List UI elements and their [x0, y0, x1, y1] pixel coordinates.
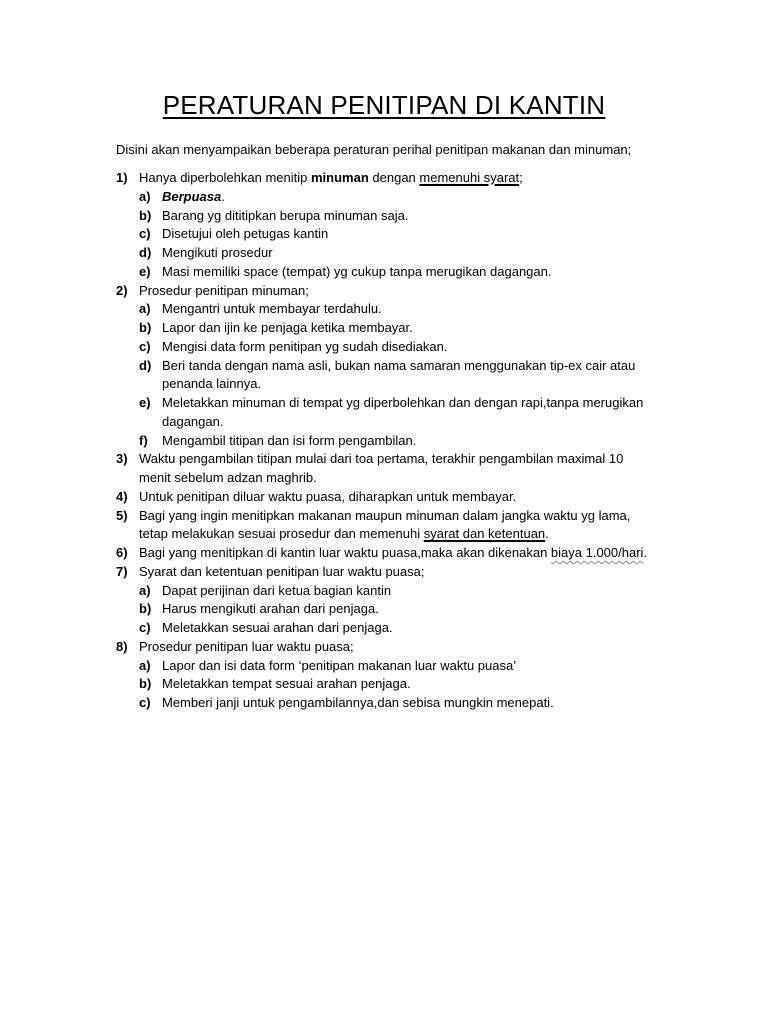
sub-item-text: Memberi janji untuk pengambilannya,dan sebisa mungkin menepati.	[162, 695, 554, 710]
rule-text: Bagi yang menitipkan di kantin luar waktu puasa,maka akan dikenakan biaya 1.000/hari.	[139, 545, 648, 560]
sub-item-text: Mengikuti prosedur	[162, 245, 273, 260]
sub-item-text: Harus mengikuti arahan dari penjaga.	[162, 601, 379, 617]
sub-item	[116, 207, 656, 226]
sub-item-letter: b)	[139, 320, 152, 335]
sub-item-text: Mengantri untuk membayar terdahulu.	[162, 301, 382, 317]
sub-item-text: Beri tanda dengan nama asli, bukan nama samaran menggunakan tip-ex cair atau penanda lainnya.	[162, 357, 636, 392]
sub-item-text: Lapor dan isi data form ‘penitipan makanan luar waktu puasa’	[162, 657, 517, 673]
sub-item-letter: c)	[139, 226, 151, 242]
sub-item-letter: e)	[139, 263, 151, 279]
sub-item	[116, 300, 656, 319]
rule-item	[116, 638, 656, 657]
rule-text: Hanya diperbolehkan menitip minuman dengan memenuhi syarat;	[139, 170, 523, 185]
sub-item-text: Mengisi data form penitipan yg sudah disediakan.	[162, 338, 448, 354]
sub-item-text: Meletakkan minuman di tempat yg diperbolehkan dan dengan rapi,tanpa merugikan dagangan.	[162, 395, 644, 429]
sub-item	[116, 694, 656, 713]
rules-list	[116, 169, 656, 713]
rule-number: 8)	[116, 638, 128, 654]
rule-item	[116, 563, 656, 582]
sub-item	[116, 338, 656, 357]
intro-paragraph: Disini akan menyampaikan beberapa peraturan perihal penitipan makanan dan minuman;	[116, 142, 632, 157]
sub-item-text: Barang yg dititipkan berupa minuman saja.	[162, 207, 409, 223]
sub-item-letter: e)	[139, 395, 151, 410]
rule-text: Waktu pengambilan titipan mulai dari toa pertama, terakhir pengambilan maximal 10 menit sebelum adzan maghrib.	[139, 451, 624, 485]
sub-item-text: Dapat perijinan dari ketua bagian kantin	[162, 582, 392, 598]
rule-item	[116, 282, 656, 301]
rule-number: 7)	[116, 563, 128, 579]
sub-item-letter: a)	[139, 582, 151, 598]
sub-item	[116, 225, 656, 244]
sub-item-text: Meletakkan tempat sesuai arahan penjaga.	[162, 676, 411, 692]
rule-text: Syarat dan ketentuan penitipan luar waktu puasa;	[139, 563, 425, 579]
sub-item-letter: b)	[139, 601, 152, 617]
sub-item	[116, 394, 656, 432]
sub-item-text: Disetujui oleh petugas kantin	[162, 226, 329, 242]
rule-item	[116, 450, 656, 488]
sub-item-letter: c)	[139, 695, 151, 710]
rule-text: Prosedur penitipan luar waktu puasa;	[139, 638, 354, 654]
sub-item-letter: a)	[139, 188, 151, 204]
sub-item-letter: c)	[139, 620, 151, 635]
rule-item	[116, 488, 656, 507]
rule-number: 3)	[116, 451, 128, 467]
rule-number: 2)	[116, 282, 128, 298]
sub-item-letter: c)	[139, 338, 151, 354]
sub-item	[116, 600, 656, 619]
sub-item	[116, 675, 656, 694]
rule-item	[116, 544, 656, 563]
sub-item-letter: b)	[139, 676, 152, 692]
spellcheck-underline: biaya 1.000/hari	[550, 545, 644, 560]
sub-item-letter: a)	[139, 301, 151, 317]
sub-item-text: Lapor dan ijin ke penjaga ketika membayar.	[162, 320, 413, 335]
sub-item	[116, 582, 656, 601]
sub-item-text: Meletakkan sesuai arahan dari penjaga.	[162, 620, 393, 635]
sub-item	[116, 188, 656, 207]
rule-text: Prosedur penitipan minuman;	[139, 282, 309, 298]
rule-number: 5)	[116, 507, 128, 523]
sub-item-letter: d)	[139, 357, 152, 373]
sub-item-text: Berpuasa	[162, 188, 222, 204]
rule-number: 1)	[116, 170, 128, 185]
sub-item	[116, 432, 656, 451]
rule-number: 6)	[116, 545, 128, 560]
rule-text: Untuk penitipan diluar waktu puasa, diharapkan untuk membayar.	[139, 488, 517, 504]
rule-item	[116, 507, 656, 545]
sub-item-letter: d)	[139, 245, 152, 260]
sub-item-text: Masi memiliki space (tempat) yg cukup tanpa merugikan dagangan.	[162, 263, 552, 279]
sub-item	[116, 619, 656, 638]
sub-item-letter: a)	[139, 657, 151, 673]
sub-item	[116, 657, 656, 676]
sub-item-text: .	[221, 188, 225, 204]
sub-item	[116, 319, 656, 338]
sub-item	[116, 244, 656, 263]
sub-item-text: Mengambil titipan dan isi form pengambilan.	[162, 432, 417, 448]
sub-item-letter: b)	[139, 207, 152, 223]
rule-text: Bagi yang ingin menitipkan makanan maupun minuman dalam jangka waktu yg lama, tetap melakukan sesuai prosedur dan memenuhi syarat dan ketentuan.	[139, 507, 631, 542]
sub-item-letter: f)	[139, 432, 148, 448]
sub-item	[116, 263, 656, 282]
sub-item	[116, 357, 656, 395]
rule-number: 4)	[116, 488, 128, 504]
page-title: PERATURAN PENITIPAN DI KANTIN	[162, 90, 606, 120]
rule-item	[116, 169, 656, 188]
